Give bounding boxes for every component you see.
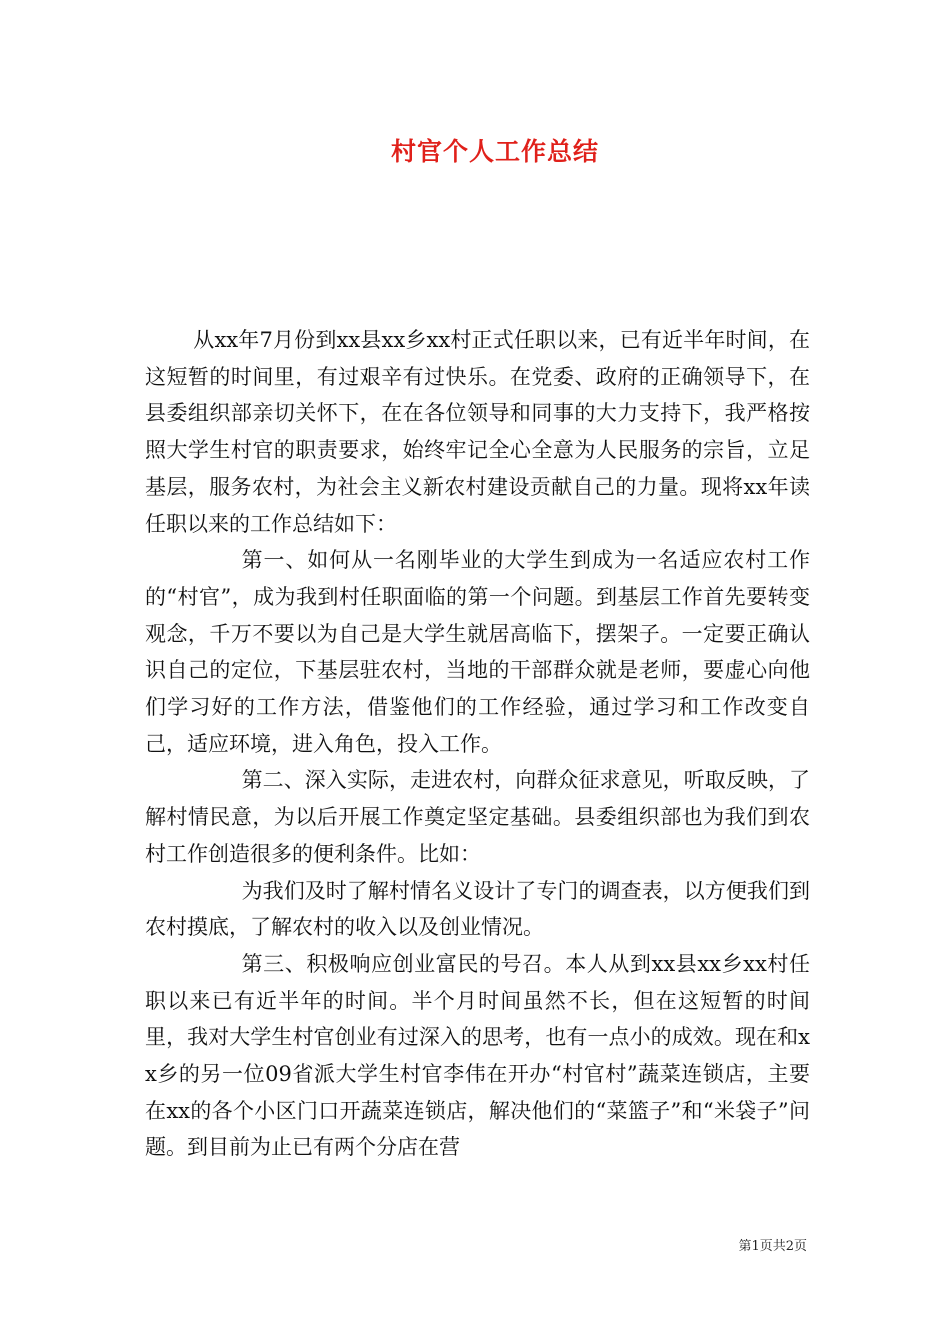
paragraph-intro: 从xx年7月份到xx县xx乡xx村正式任职以来，已有近半年时间，在这短暂的时间里，有过艰辛有过快乐。在党委、政府的正确领导下，在县委组织部亲切关怀下，在在各位领导和同事的大力支持下，我严格按照大学生村官的职责要求，始终牢记全心全意为人民服务的宗旨，立足基层，服务农村，为社会主义新农村建设贡献自己的力量。现将xx年读任职以来的工作总结如下： [145, 328, 810, 536]
document-body [145, 322, 810, 1166]
paragraph-third: 第三、积极响应创业富民的号召。本人从到xx县xx乡xx村任职以来已有近半年的时间。半个月时间虽然不长，但在这短暂的时间里，我对大学生村官创业有过深入的思考，也有一点小的成效。现在和xx乡的另一位09省派大学生村官李伟在开办“村官村”蔬菜连锁店，主要在xx的各个小区门口开蔬菜连锁店，解决他们的“菜篮子”和“米袋子”问题。到目前为止已有两个分店在营 [145, 951, 810, 1160]
document-title: 村官个人工作总结 [390, 137, 599, 166]
paragraph-second: 第二、深入实际，走进农村，向群众征求意见，听取反映，了解村情民意，为以后开展工作奠定坚定基础。县委组织部也为我们到农村工作创造很多的便利条件。比如： [145, 768, 810, 866]
paragraph-first: 第一、如何从一名刚毕业的大学生到成为一名适应农村工作的“村官”，成为我到村任职面临的第一个问题。到基层工作首先要转变观念，千万不要以为自己是大学生就居高临下，摆架子。一定要正确认识自己的定位，下基层驻农村，当地的干部群众就是老师，要虚心向他们学习好的工作方法，借鉴他们的工作经验，通过学习和工作改变自己，适应环境，进入角色，投入工作。 [145, 548, 810, 756]
page-number: 第1页共2页 [738, 1239, 807, 1254]
paragraph-survey: 为我们及时了解村情名义设计了专门的调查表，以方便我们到农村摸底，了解农村的收入以及创业情况。 [145, 878, 810, 940]
